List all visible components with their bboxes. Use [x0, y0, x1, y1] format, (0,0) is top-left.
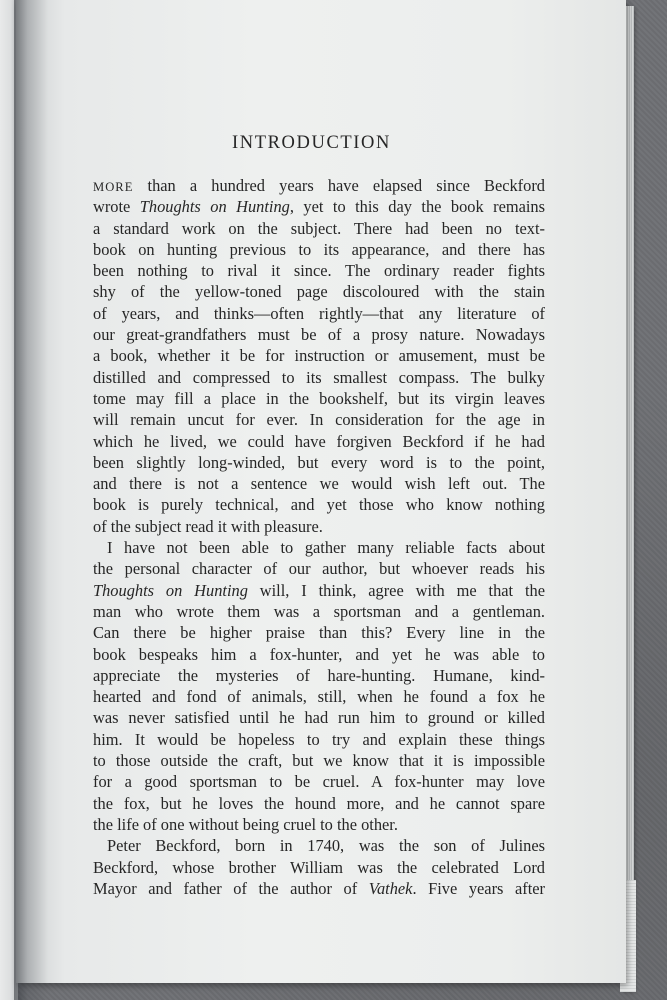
- text-line: was never satisfied until he had run him to ground or killed: [93, 708, 545, 728]
- text-line: appreciate the mysteries of hare-hunting. Humane, kind-: [93, 665, 545, 685]
- text-line: a standard work on the subject. There had been no text-: [93, 218, 545, 238]
- text-line: book on hunting previous to its appearance, and there has: [93, 239, 545, 259]
- text-line: distilled and compressed to its smallest compass. The bulky: [93, 367, 545, 387]
- drop-smallcaps-word: MORE: [93, 180, 134, 194]
- text-segment: , yet to this day the book remains: [289, 197, 545, 217]
- text-line: been nothing to rival it since. The ordinary reader fights: [93, 261, 545, 281]
- text-line: Can there be higher praise than this? Every line in the: [93, 623, 545, 643]
- text-line: [93, 878, 545, 899]
- chapter-heading: INTRODUCTION: [232, 133, 391, 153]
- text-line: hearted and fond of animals, still, when he found a fox he: [93, 687, 545, 707]
- text-line: will remain uncut for ever. In consideration for the age in: [93, 410, 545, 430]
- text-segment: will, I think, agree with me that the: [247, 580, 546, 600]
- text-line: which he lived, we could have forgiven Beckford if he had: [93, 431, 545, 451]
- text-line: Peter Beckford, born in 1740, was the son of Julines: [107, 836, 545, 856]
- text-line: of years, and thinks—often rightly—that any literature of: [93, 303, 545, 323]
- text-line: book bespeaks him a fox-hunter, and yet he was able to: [93, 644, 545, 664]
- text-line: to those outside the craft, but we know that it is impossible: [93, 751, 545, 771]
- text-line: [93, 196, 545, 217]
- text-segment: than a hundred years have elapsed since Beckford: [133, 176, 545, 195]
- text-line: our great-grandfathers must be of a prosy nature. Nowadays: [93, 325, 545, 345]
- text-line: for a good sportsman to be cruel. A fox-hunter may love: [93, 772, 545, 792]
- text-line: book is purely technical, and yet those who know nothing: [93, 495, 545, 515]
- text-line: been slightly long-winded, but every word is to the point,: [93, 452, 545, 472]
- text-line: tome may fill a place in the bookshelf, but its virgin leaves: [93, 388, 545, 408]
- text-line: and there is not a sentence we would wish left out. The: [93, 474, 545, 494]
- text-line: a book, whether it be for instruction or amusement, must be: [93, 346, 545, 366]
- book-title-italic: Thoughts on Hunting: [139, 197, 290, 217]
- book-title-italic: Vathek: [368, 878, 413, 898]
- text-line: the fox, but he loves the hound more, and he cannot spare: [93, 793, 545, 813]
- text-line: I have not been able to gather many reliable facts about: [107, 538, 545, 558]
- body-text: [93, 175, 545, 899]
- text-segment: Mayor and father of the author of: [93, 878, 369, 898]
- text-segment: . Five years after: [412, 878, 545, 898]
- text-line: [93, 580, 545, 601]
- text-line: of the subject read it with pleasure.: [93, 516, 323, 536]
- text-line: him. It would be hopeless to try and explain these things: [93, 729, 545, 749]
- text-segment: wrote: [93, 197, 140, 217]
- text-line: [93, 175, 545, 196]
- text-line: the life of one without being cruel to the other.: [93, 814, 398, 834]
- text-line: shy of the yellow-toned page discoloured with the stain: [93, 282, 545, 302]
- text-line: the personal character of our author, but whoever reads his: [93, 559, 545, 579]
- text-line: man who wrote them was a sportsman and a gentleman.: [93, 601, 545, 621]
- book-title-italic: Thoughts on Hunting: [93, 580, 248, 600]
- text-line: Beckford, whose brother William was the celebrated Lord: [93, 857, 545, 877]
